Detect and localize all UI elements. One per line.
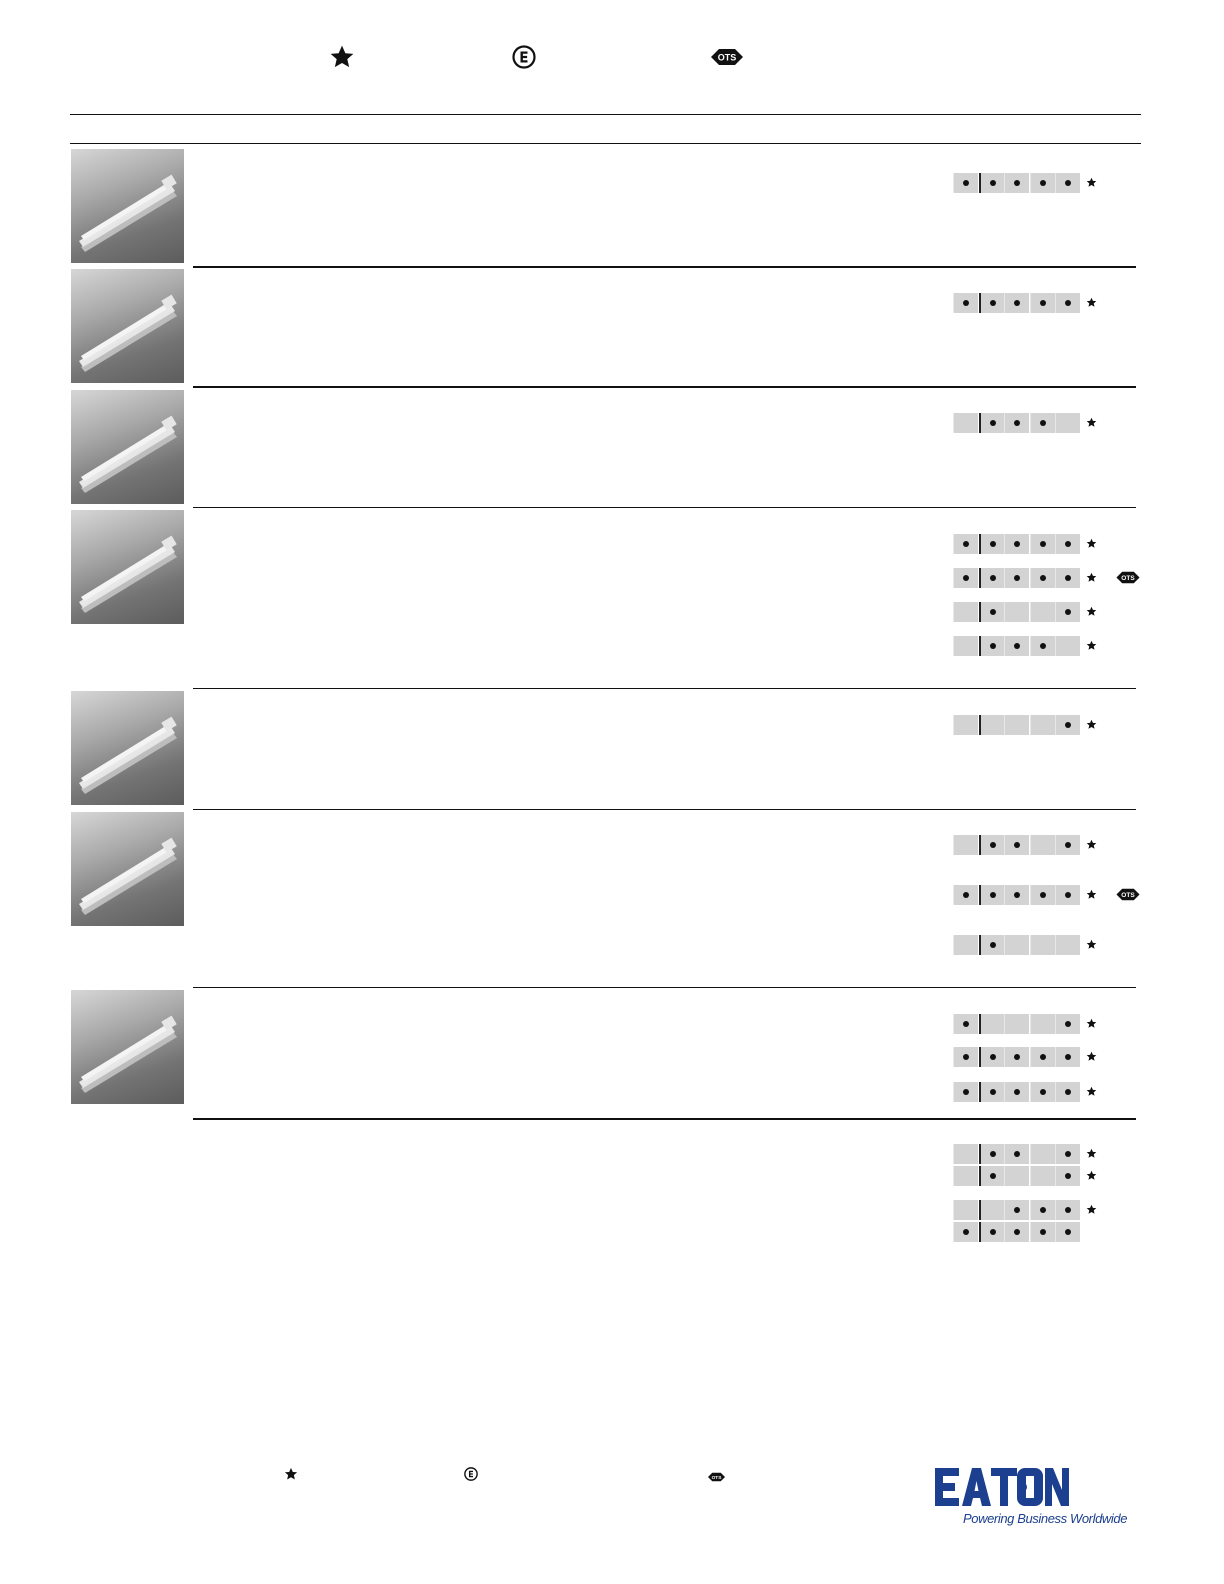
- availability-cell: [1055, 568, 1080, 588]
- availability-cell: [1030, 1144, 1055, 1164]
- availability-cell: [953, 1200, 978, 1220]
- availability-cell: [979, 1222, 1005, 1242]
- availability-dot: [1065, 541, 1071, 547]
- availability-cell: [1055, 1082, 1080, 1102]
- star-icon: [1086, 939, 1097, 952]
- star-icon: [1086, 417, 1097, 430]
- row-separator: [193, 266, 1136, 268]
- availability-dot: [1040, 420, 1046, 426]
- availability-dot: [990, 420, 996, 426]
- availability-cell: [1055, 1144, 1080, 1164]
- availability-cell: [953, 602, 978, 622]
- availability-dot: [1014, 1089, 1020, 1095]
- availability-dot: [1040, 541, 1046, 547]
- availability-dot: [990, 1089, 996, 1095]
- availability-cell: [1030, 636, 1055, 656]
- star-icon: [284, 1467, 298, 1486]
- e-circle-icon: [464, 1467, 478, 1486]
- star-icon: [1086, 297, 1097, 310]
- availability-dot: [1065, 180, 1071, 186]
- availability-dot: [1040, 1089, 1046, 1095]
- availability-dot: [1040, 892, 1046, 898]
- availability-cell: [979, 935, 1005, 955]
- availability-cell: [979, 568, 1005, 588]
- availability-cell: [1055, 1166, 1080, 1186]
- star-icon: [329, 44, 355, 75]
- star-icon: [1086, 640, 1097, 653]
- eaton-logo: [935, 1468, 1069, 1513]
- availability-cell: [1030, 602, 1055, 622]
- availability-dot: [1014, 1054, 1020, 1060]
- ots-diamond-icon: [711, 48, 743, 71]
- availability-cell: [1055, 173, 1080, 193]
- availability-dot: [1065, 1229, 1071, 1235]
- availability-dot: [1065, 1173, 1071, 1179]
- availability-cell: [953, 835, 978, 855]
- availability-grid-row: [953, 1014, 1081, 1034]
- availability-cell: [1055, 935, 1080, 955]
- availability-dot: [963, 300, 969, 306]
- availability-dot: [990, 1151, 996, 1157]
- availability-cell: [953, 715, 978, 735]
- availability-cell: [953, 885, 978, 905]
- availability-cell: [1030, 1222, 1055, 1242]
- availability-cell: [979, 293, 1005, 313]
- availability-dot: [1014, 541, 1020, 547]
- availability-dot: [1065, 1021, 1071, 1027]
- availability-cell: [953, 1222, 978, 1242]
- availability-cell: [1004, 935, 1029, 955]
- availability-dot: [1014, 842, 1020, 848]
- svg-text:OTS: OTS: [1121, 892, 1135, 900]
- availability-cell: [953, 173, 978, 193]
- availability-cell: [979, 885, 1005, 905]
- availability-dot: [1014, 1207, 1020, 1213]
- availability-cell: [1030, 568, 1055, 588]
- availability-dot: [1014, 180, 1020, 186]
- availability-cell: [979, 1047, 1005, 1067]
- availability-dot: [1065, 1054, 1071, 1060]
- availability-dot: [1040, 300, 1046, 306]
- availability-dot: [1014, 420, 1020, 426]
- availability-dot: [1065, 1089, 1071, 1095]
- availability-grid-row: [953, 568, 1081, 588]
- availability-cell: [953, 1144, 978, 1164]
- availability-grid-row: [953, 534, 1081, 554]
- svg-text:OTS: OTS: [711, 1475, 722, 1481]
- availability-grid-row: [953, 1144, 1081, 1164]
- availability-cell: [979, 602, 1005, 622]
- availability-dot: [1014, 643, 1020, 649]
- availability-dot: [990, 300, 996, 306]
- availability-dot: [990, 892, 996, 898]
- availability-cell: [1055, 602, 1080, 622]
- availability-cell: [1004, 1014, 1029, 1034]
- availability-grid-row: [953, 413, 1081, 433]
- star-icon: [1086, 1204, 1097, 1217]
- availability-cell: [1004, 636, 1029, 656]
- ots-diamond-icon: [1116, 571, 1140, 589]
- ots-diamond-icon: [708, 1469, 725, 1487]
- availability-dot: [1040, 1054, 1046, 1060]
- availability-cell: [1055, 1200, 1080, 1220]
- availability-grid-row: [953, 1222, 1081, 1242]
- availability-grid-row: [953, 293, 1081, 313]
- availability-cell: [979, 534, 1005, 554]
- availability-cell: [1004, 715, 1029, 735]
- availability-dot: [1065, 575, 1071, 581]
- availability-dot: [1040, 1229, 1046, 1235]
- star-icon: [1086, 1018, 1097, 1031]
- availability-grid-row: [953, 835, 1081, 855]
- availability-cell: [1030, 1082, 1055, 1102]
- availability-grid-row: [953, 885, 1081, 905]
- availability-dot: [990, 575, 996, 581]
- availability-grid-row: [953, 1166, 1081, 1186]
- star-icon: [1086, 1148, 1097, 1161]
- fixture-thumbnail: [71, 269, 184, 383]
- header-rule-bottom: [70, 143, 1141, 144]
- availability-cell: [1004, 885, 1029, 905]
- row-separator: [193, 386, 1136, 388]
- row-separator: [193, 809, 1136, 810]
- availability-grid-row: [953, 1047, 1081, 1067]
- availability-dot: [990, 1054, 996, 1060]
- availability-cell: [1004, 1222, 1029, 1242]
- availability-cell: [953, 293, 978, 313]
- availability-dot: [963, 892, 969, 898]
- availability-dot: [1014, 300, 1020, 306]
- availability-cell: [1004, 173, 1029, 193]
- availability-cell: [1055, 636, 1080, 656]
- availability-grid-row: [953, 636, 1081, 656]
- availability-cell: [979, 413, 1005, 433]
- availability-cell: [1030, 885, 1055, 905]
- availability-dot: [963, 575, 969, 581]
- star-icon: [1086, 1051, 1097, 1064]
- star-icon: [1086, 572, 1097, 585]
- availability-grid-row: [953, 1082, 1081, 1102]
- availability-cell: [1055, 1047, 1080, 1067]
- availability-cell: [953, 1082, 978, 1102]
- availability-cell: [979, 1144, 1005, 1164]
- availability-cell: [1004, 1200, 1029, 1220]
- availability-dot: [1014, 575, 1020, 581]
- availability-grid-row: [953, 1200, 1081, 1220]
- availability-grid-row: [953, 602, 1081, 622]
- availability-dot: [1040, 643, 1046, 649]
- availability-cell: [1055, 534, 1080, 554]
- availability-dot: [1014, 1229, 1020, 1235]
- availability-dot: [963, 180, 969, 186]
- availability-cell: [1004, 568, 1029, 588]
- availability-dot: [963, 1054, 969, 1060]
- availability-cell: [979, 1014, 1005, 1034]
- availability-cell: [979, 835, 1005, 855]
- availability-cell: [1055, 885, 1080, 905]
- header-rule-top: [70, 114, 1141, 115]
- availability-dot: [963, 1021, 969, 1027]
- availability-cell: [1030, 715, 1055, 735]
- brand-tagline: Powering Business Worldwide: [963, 1511, 1128, 1526]
- availability-cell: [979, 1166, 1005, 1186]
- availability-dot: [1040, 180, 1046, 186]
- availability-cell: [1004, 1082, 1029, 1102]
- availability-cell: [1030, 935, 1055, 955]
- star-icon: [1086, 538, 1097, 551]
- availability-cell: [1030, 413, 1055, 433]
- availability-grid-row: [953, 715, 1081, 735]
- availability-cell: [979, 1200, 1005, 1220]
- ots-diamond-icon: [1116, 888, 1140, 906]
- fixture-thumbnail: [71, 812, 184, 926]
- availability-cell: [1004, 835, 1029, 855]
- availability-cell: [979, 1082, 1005, 1102]
- availability-cell: [1004, 413, 1029, 433]
- availability-cell: [953, 1166, 978, 1186]
- availability-dot: [990, 1173, 996, 1179]
- availability-cell: [1030, 1047, 1055, 1067]
- availability-cell: [1004, 1166, 1029, 1186]
- availability-cell: [1030, 293, 1055, 313]
- availability-cell: [1030, 835, 1055, 855]
- fixture-thumbnail: [71, 691, 184, 805]
- availability-dot: [1040, 1207, 1046, 1213]
- availability-cell: [1004, 602, 1029, 622]
- availability-cell: [953, 413, 978, 433]
- availability-dot: [1065, 1207, 1071, 1213]
- availability-cell: [1030, 1200, 1055, 1220]
- availability-dot: [1065, 1151, 1071, 1157]
- availability-dot: [990, 643, 996, 649]
- star-icon: [1086, 839, 1097, 852]
- availability-cell: [1004, 293, 1029, 313]
- availability-dot: [990, 942, 996, 948]
- availability-dot: [1014, 892, 1020, 898]
- availability-dot: [963, 1229, 969, 1235]
- svg-text:OTS: OTS: [1121, 575, 1135, 583]
- availability-dot: [990, 609, 996, 615]
- svg-text:OTS: OTS: [717, 52, 737, 63]
- availability-cell: [1004, 1144, 1029, 1164]
- availability-cell: [1055, 1014, 1080, 1034]
- availability-grid-row: [953, 935, 1081, 955]
- availability-cell: [1030, 534, 1055, 554]
- availability-cell: [1055, 1222, 1080, 1242]
- availability-cell: [953, 636, 978, 656]
- availability-cell: [953, 1047, 978, 1067]
- fixture-thumbnail: [71, 149, 184, 263]
- availability-cell: [1055, 835, 1080, 855]
- availability-cell: [979, 636, 1005, 656]
- star-icon: [1086, 606, 1097, 619]
- availability-dot: [1065, 722, 1071, 728]
- availability-dot: [1065, 300, 1071, 306]
- availability-cell: [1055, 413, 1080, 433]
- availability-cell: [953, 534, 978, 554]
- availability-cell: [1055, 293, 1080, 313]
- availability-dot: [990, 842, 996, 848]
- star-icon: [1086, 1170, 1097, 1183]
- availability-cell: [953, 1014, 978, 1034]
- availability-dot: [1065, 892, 1071, 898]
- fixture-thumbnail: [71, 510, 184, 624]
- star-icon: [1086, 889, 1097, 902]
- availability-dot: [1065, 842, 1071, 848]
- availability-dot: [963, 541, 969, 547]
- availability-grid-row: [953, 173, 1081, 193]
- availability-cell: [1030, 1014, 1055, 1034]
- row-separator: [193, 987, 1136, 988]
- availability-cell: [1004, 534, 1029, 554]
- availability-cell: [1030, 1166, 1055, 1186]
- availability-cell: [953, 935, 978, 955]
- star-icon: [1086, 177, 1097, 190]
- e-circle-icon: [512, 45, 536, 74]
- availability-cell: [1055, 715, 1080, 735]
- availability-dot: [990, 180, 996, 186]
- availability-dot: [1065, 609, 1071, 615]
- row-separator: [193, 507, 1136, 508]
- availability-cell: [979, 173, 1005, 193]
- fixture-thumbnail: [71, 390, 184, 504]
- availability-dot: [990, 541, 996, 547]
- availability-dot: [1040, 575, 1046, 581]
- star-icon: [1086, 719, 1097, 732]
- availability-dot: [1014, 1151, 1020, 1157]
- row-separator: [193, 688, 1136, 689]
- row-separator: [193, 1118, 1136, 1120]
- availability-cell: [953, 568, 978, 588]
- fixture-thumbnail: [71, 990, 184, 1104]
- availability-dot: [963, 1089, 969, 1095]
- availability-cell: [1004, 1047, 1029, 1067]
- availability-cell: [979, 715, 1005, 735]
- availability-cell: [1030, 173, 1055, 193]
- star-icon: [1086, 1086, 1097, 1099]
- availability-dot: [990, 1229, 996, 1235]
